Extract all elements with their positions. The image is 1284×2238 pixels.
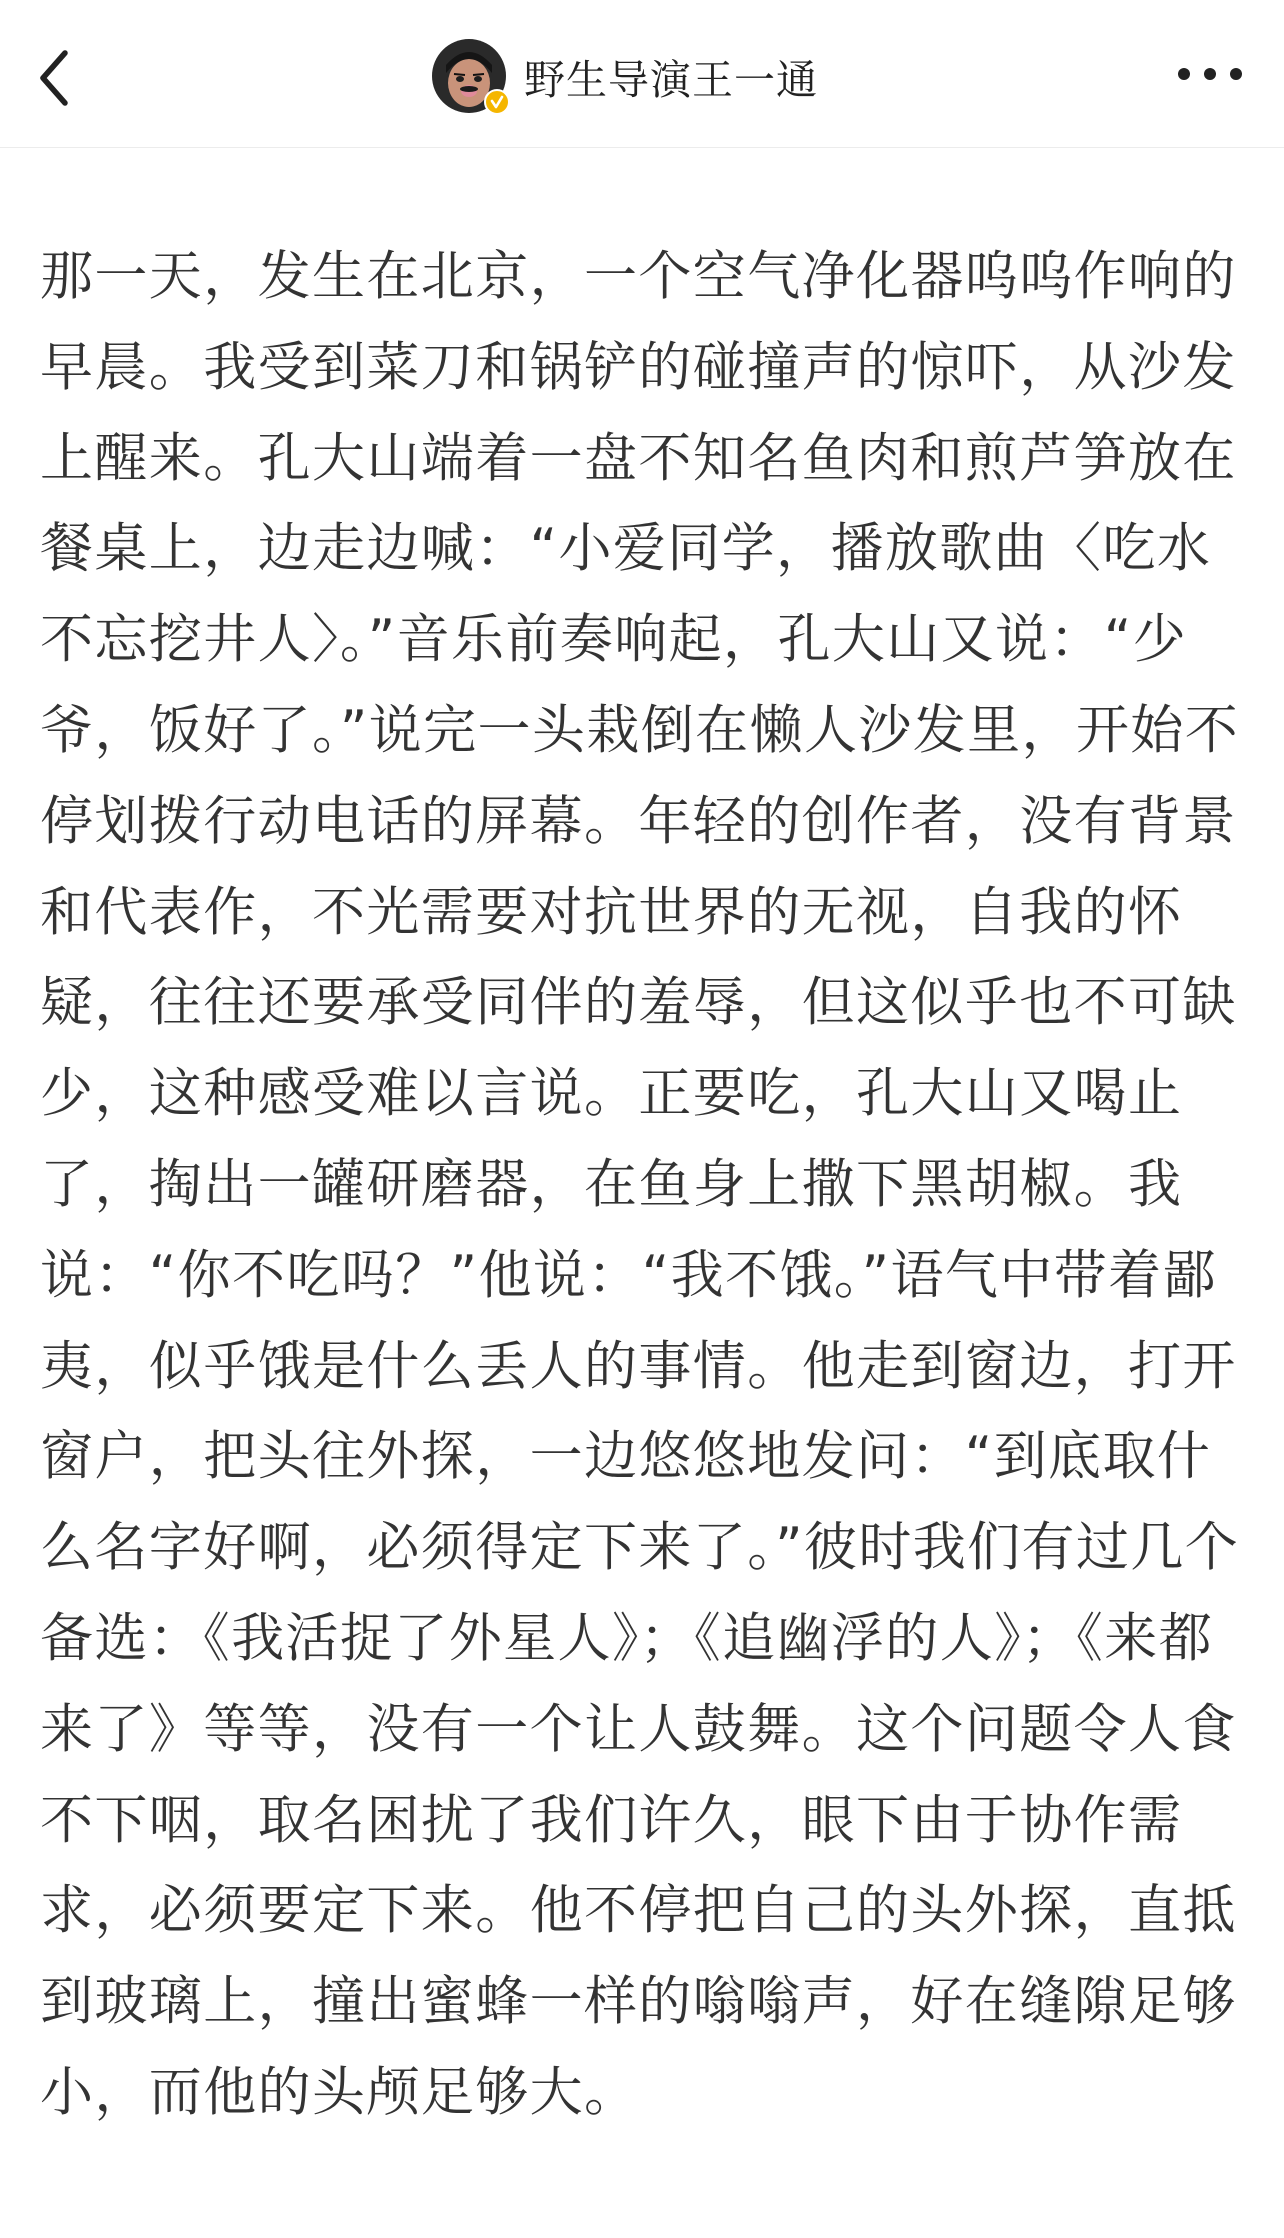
article-body: 那一天，发生在北京，一个空气净化器呜呜作响的早晨。我受到菜刀和锅铲的碰撞声的惊吓，从沙发上醒来。孔大山端着一盘不知名鱼肉和煎芦笋放在餐桌上，边走边喊：“小爱同学，播放歌曲〈吃水不忘挖井人〉。”音乐前奏响起，孔大山又说：“少爷，饭好了。”说完一头栽倒在懒人沙发里，开始不停划拨行动电话的屏幕。年轻的创作者，没有背景和代表作，不光需要对抗世界的无视，自我的怀疑，往往还要承受同伴的羞辱，但这似乎也不可缺少，这种感受难以言说。正要吃，孔大山又喝止了，掏出一罐研磨器，在鱼身上撒下黑胡椒。我说：“你不吃吗？”他说：“我不饿。”语气中带着鄙夷，似乎饿是什么丢人的事情。他走到窗边，打开窗户，把头往外探，一边悠悠地发问：“到底取什么名字好啊，必须得定下来了。”彼时我们有过几个备选：《我活捉了外星人》；《追幽浮的人》；《来都来了》等等，没有一个让人鼓舞。这个问题令人食不下咽，取名困扰了我们许久，眼下由于协作需求，必须要定下来。他不停把自己的头外探，直抵到玻璃上，撞出蜜蜂一样的嗡嗡声，好在缝隙足够小，而他的头颅足够大。 — [40, 246, 1240, 2123]
more-options-button[interactable] — [1172, 54, 1248, 94]
top-nav-bar — [0, 0, 1284, 148]
avatar[interactable] — [432, 39, 506, 113]
more-horizontal-icon — [1177, 67, 1243, 81]
back-button[interactable] — [26, 40, 82, 116]
author-header[interactable] — [432, 34, 818, 118]
chevron-left-icon — [37, 49, 71, 107]
verified-badge-icon — [484, 89, 510, 115]
author-name[interactable]: 野生导演王一通 — [524, 55, 818, 104]
